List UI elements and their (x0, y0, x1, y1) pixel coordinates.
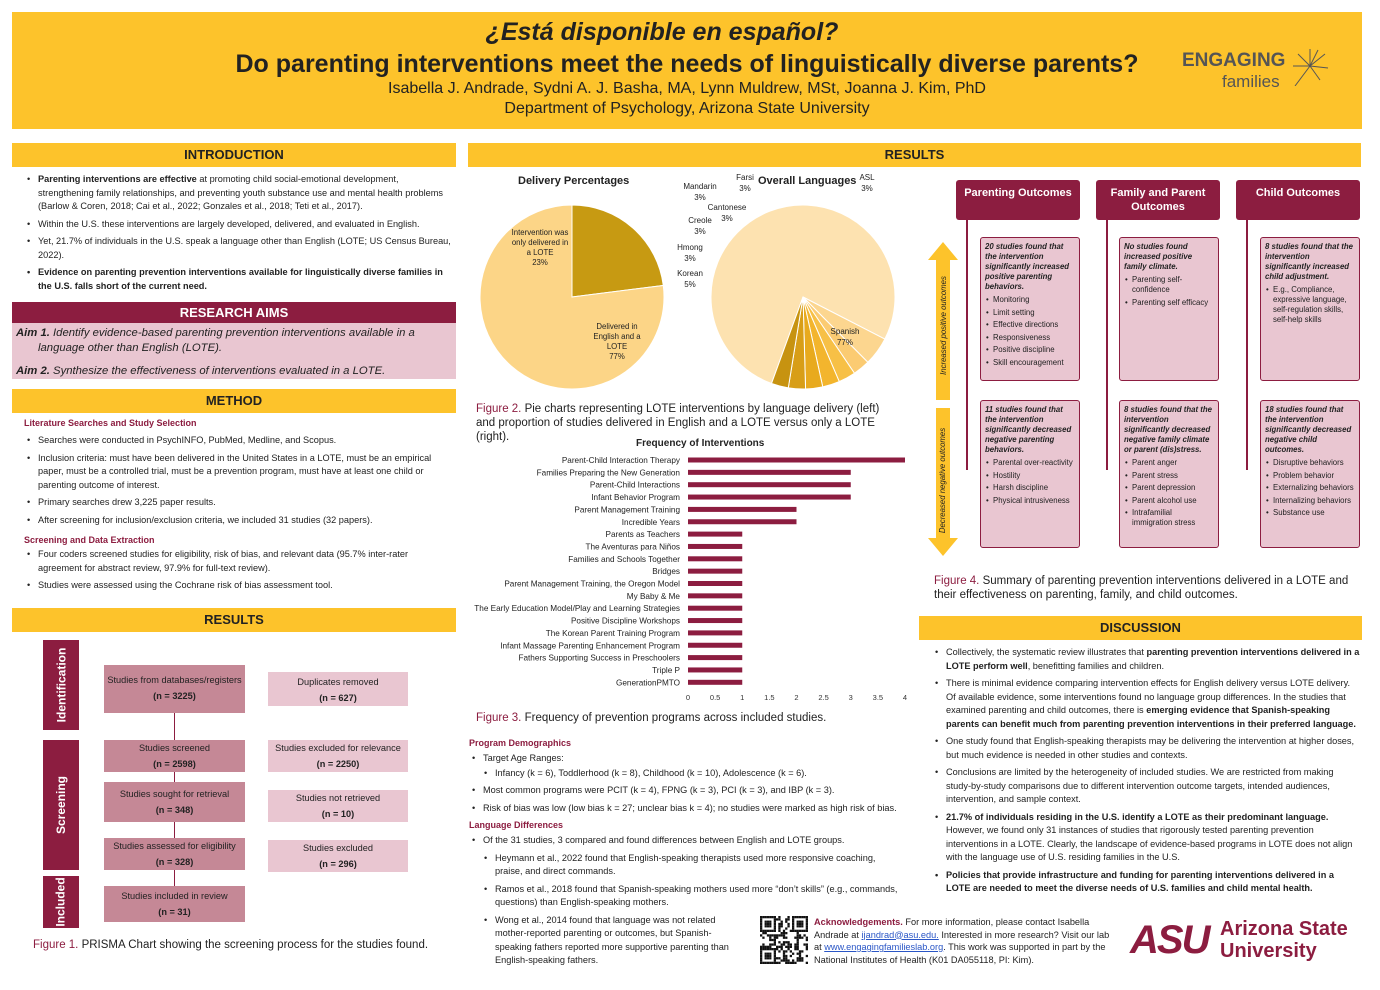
poster-header (12, 12, 1362, 129)
bar-label: GenerationPMTO (615, 678, 680, 688)
bar (688, 630, 742, 635)
method-list-2 (24, 548, 452, 597)
results-heading: RESULTS (468, 143, 1361, 167)
connector-line (1246, 220, 1248, 470)
pie2-title: Overall Languages (758, 175, 857, 187)
figure-1-caption: Figure 1. PRISMA Chart showing the screening process for the studies found. (33, 939, 429, 951)
bar-label: Infant Behavior Program (591, 493, 680, 503)
figure-4-caption: Figure 4. Summary of parenting prevention interventions delivered in a LOTE and their effectiveness on parenting, family, and child outcomes. (934, 575, 1349, 601)
x-tick-label: 1 (740, 693, 745, 702)
qr-code-icon[interactable] (760, 916, 808, 964)
prisma-included-label: Included (43, 876, 79, 928)
bar-label: Infant Massage Parenting Enhancement Program (500, 641, 680, 651)
bar (688, 606, 742, 611)
bar-label: My Baby & Me (626, 591, 680, 601)
method-bullet: • Studies were assessed using the Cochrane risk of bias assessment tool. (24, 579, 452, 593)
aim-2: Aim 2. Synthesize the effectiveness of interventions evaluated in a LOTE. (16, 365, 386, 377)
parenting-outcomes-header: Parenting Outcomes (956, 180, 1080, 220)
demographics-heading: Program Demographics (469, 738, 572, 748)
lang-bullet: • Of the 31 studies, 3 compared and found differences between English and LOTE groups. (469, 834, 909, 848)
bar-chart-frequency (460, 452, 920, 707)
pie2-label-asl: ASL 3% (859, 173, 875, 193)
pie-slice-lote-only (572, 205, 663, 297)
bar (688, 544, 742, 549)
pie2-label-cantonese: Cantonese 3% (707, 203, 747, 223)
discussion-bullet: • 21.7% of individuals residing in the U.S. identify a LOTE as their predominant language. However, we found only 31 instances of studies that rigorously tested parenting prevention interventions in a LOTE. Clearly, the landscape of evidence-based programs in LOTE does not align with the language use of U.S. residing families in the U.S. (932, 811, 1360, 865)
increased-label: Increased positive outcomes (938, 275, 948, 375)
pie2-label-korean: Korean 5% (677, 269, 703, 289)
x-tick-label: 3 (848, 693, 853, 702)
bar (688, 495, 851, 500)
intro-heading: INTRODUCTION (12, 143, 456, 167)
parenting-negative-box: 11 studies found that the intervention significantly decreased negative parenting behaviors. • Parental over-reactivity • Hostility • Harsh discipline • Physical intrusiveness (980, 400, 1080, 548)
lab-website-link[interactable]: www.engagingfamilieslab.org (824, 942, 944, 952)
prisma-box: Studies included in review (n = 31) (104, 886, 245, 922)
pie2-label-hmong: Hmong 3% (677, 243, 703, 263)
bar-label: Parent-Child Interaction Therapy (561, 456, 680, 465)
aims-heading: RESEARCH AIMS (12, 302, 456, 324)
demo-bullet: • Most common programs were PCIT (k = 4), FPNG (k = 3), PCI (k = 3), and IBP (k = 3). (469, 784, 909, 798)
discussion-bullet: • One study found that English-speaking therapists may be delivering the intervention at higher doses, but much evidence is needed in other studies and contexts. (932, 735, 1360, 762)
language-diff-heading: Language Differences (469, 820, 564, 830)
pie2-label-mandarin: Mandarin 3% (683, 182, 717, 202)
prisma-box: Duplicates removed (n = 627) (268, 672, 408, 706)
bar (688, 680, 742, 685)
prisma-box: Studies excluded (n = 296) (268, 840, 408, 872)
prisma-arrow (174, 772, 175, 782)
pie2-label-creole: Creole 3% (688, 216, 712, 236)
discussion-bullet: • Conclusions are limited by the heterogeneity of included studies. We are restricted from making study-by-study comparisons due to different intervention outcome targets, intended audiences, intervention, and sample context. (932, 766, 1360, 807)
family-positive-box: No studies found increased positive family climate. • Parenting self-confidence • Parenting self efficacy (1119, 237, 1219, 381)
intro-bullet: • Parenting interventions are effective at promoting child social-emotional development, strengthening family relationships, and preventing youth substance use and mental health problems (Barlow & Coren, 2018; Cai et al., 2022; Gonzales et al., 2018; Teti et al., 2017). (24, 173, 452, 214)
bar (688, 655, 742, 660)
pie2-label-farsi: Farsi 3% (736, 173, 754, 193)
bar (688, 507, 797, 512)
bar (688, 643, 742, 648)
demo-bullet: • Risk of bias was low (low bias k = 27; unclear bias k = 4); no studies were marked as high risk of bias. (469, 802, 909, 816)
demo-subbullet: • Infancy (k = 6), Toddlerhood (k = 8), Childhood (k = 10), Adolescence (k = 6). (481, 767, 909, 781)
department: Department of Psychology, Arizona State University (504, 100, 870, 117)
pie1-label-english-lote: Delivered in English and a LOTE 77% (593, 322, 641, 361)
bar (688, 581, 742, 586)
x-tick-label: 0 (685, 693, 691, 702)
x-tick-label: 0.5 (709, 693, 721, 702)
discussion-bullet: • Policies that provide infrastructure and funding for parenting interventions delivered in a LOTE are needed to meet the diverse needs of U.S. families and child mental health. (932, 869, 1360, 896)
prisma-arrow (174, 822, 175, 838)
child-outcomes-header: Child Outcomes (1236, 180, 1360, 220)
prisma-box: Studies assessed for eligibility (n = 328) (104, 838, 245, 870)
method-bullet: • Primary searches drew 3,225 paper results. (24, 496, 452, 510)
family-outcomes-header: Family and Parent Outcomes (1096, 180, 1220, 220)
lang-subbullet: • Wong et al., 2014 found that language was not related mother-reported parenting or outcomes, but Spanish-speaking fathers reported more supportive parenting than English-speaking fathers. (481, 914, 741, 968)
child-positive-box: 8 studies found that the intervention significantly increased child adjustment. • E.g., Compliance, expressive language, self-regulation skills, self-help skills (1260, 237, 1360, 381)
bar-label: Parents as Teachers (605, 530, 680, 540)
bar (688, 458, 905, 463)
bar-label: Families Preparing the New Generation (536, 468, 680, 478)
engaging-families-logo: ENGAGING families (1182, 50, 1332, 100)
decreased-label: Decreased negative outcomes (938, 427, 948, 533)
results-heading-left: RESULTS (12, 608, 456, 632)
bar-label: Bridges (652, 567, 680, 577)
bar-label: Fathers Supporting Success in Preschoolers (518, 653, 680, 663)
parenting-positive-box: 20 studies found that the intervention significantly increased positive parenting behaviors. • Monitoring • Limit setting • Effective directions • Responsiveness • Positive discipline • Skill encouragement (980, 237, 1080, 381)
method-subheading: Literature Searches and Study Selection (24, 418, 197, 428)
intro-bullet: • Yet, 21.7% of individuals in the U.S. speak a language other than English (LOTE; US Census Bureau, 2022). (24, 235, 452, 262)
discussion-bullet: • There is minimal evidence comparing intervention effects for English delivery versus LOTE delivery. Of available evidence, some interventions found no language group differences. In the studies that examined parenting and child outcomes, there is emerging evidence that Spanish-speaking parents can benefit much from parenting prevention interventions in their preferred language. (932, 677, 1360, 731)
bar (688, 593, 742, 598)
prisma-box: Studies not retrieved (n = 10) (268, 790, 408, 822)
lang-subbullet: • Ramos et al., 2018 found that Spanish-speaking mothers used more “don’t skills” (e.g., commands, questions) than English-speaking mothers. (481, 883, 901, 910)
prisma-screening-label: Screening (43, 740, 79, 870)
bar (688, 470, 851, 475)
discussion-list (932, 646, 1360, 900)
prisma-arrow (174, 713, 175, 740)
email-link[interactable]: ijandrad@asu.edu. (861, 929, 939, 940)
method-list (24, 434, 452, 531)
prisma-box: Studies sought for retrieval (n = 348) (104, 782, 245, 822)
bar-label: The Early Education Model/Play and Learning Strategies (474, 604, 680, 614)
bar-label: Parent-Child Interactions (589, 480, 680, 490)
intro-list (24, 173, 452, 297)
bar (688, 569, 742, 574)
method-heading: METHOD (12, 389, 456, 413)
title-spanish: ¿Está disponible en español? (485, 18, 839, 46)
bar-label: Incredible Years (621, 517, 680, 527)
connector-line (1106, 220, 1108, 470)
bar (688, 618, 742, 623)
figure-3-caption: Figure 3. Frequency of prevention programs across included studies. (476, 712, 827, 724)
method-subheading: Screening and Data Extraction (24, 535, 155, 545)
pie2-label-spanish: Spanish 77% (830, 327, 860, 347)
x-tick-label: 2 (794, 693, 799, 702)
asu-logo: ASU Arizona State University (1130, 918, 1348, 962)
bar (688, 482, 851, 487)
intro-bullet: • Within the U.S. these interventions are largely developed, delivered, and evaluated in English. (24, 218, 452, 232)
acknowledgements: Acknowledgements. For more information, please contact Isabella Andrade at ijandrad@asu.edu. Interested in more research? Visit our lab at www.engagingfamilieslab.org. This work was supported in part by the National Institutes of Health (K01 DA055118, PI: Kim). (814, 917, 1110, 965)
x-tick-label: 3.5 (872, 693, 884, 702)
bar (688, 532, 742, 537)
figure-2-caption: Figure 2. Pie charts representing LOTE interventions by language delivery (left) and proportion of studies delivered in English and a LOTE versus only a LOTE (right). (476, 403, 880, 443)
prisma-box: Studies from databases/registers (n = 3225) (104, 665, 245, 713)
pie-chart-languages (700, 200, 910, 390)
bar (688, 556, 742, 561)
x-tick-label: 2.5 (818, 693, 829, 702)
method-bullet: • Four coders screened studies for eligibility, risk of bias, and relevant data (95.7% inter-rater agreement for abstract review, 97.9% for full-text review). (24, 548, 452, 575)
poster-title: Do parenting interventions meet the needs of linguistically diverse parents? (235, 50, 1139, 78)
bar-label: Families and Schools Together (568, 554, 680, 564)
aim-1: Aim 1. Identify evidence-based parenting prevention interventions available in a language other than English (LOTE). (16, 327, 415, 354)
discussion-bullet: • Collectively, the systematic review illustrates that parenting prevention interventions delivered in a LOTE perform well, benefitting families and children. (932, 646, 1360, 673)
authors: Isabella J. Andrade, Sydni A. J. Basha, MA, Lynn Muldrew, MSt, Joanna J. Kim, PhD (388, 80, 986, 97)
intro-bullet: • Evidence on parenting prevention interventions available for linguistically diverse families in the U.S. falls short of the current need. (24, 266, 452, 293)
bar (688, 519, 797, 524)
prisma-box: Studies excluded for relevance (n = 2250) (268, 740, 408, 772)
prisma-box: Studies screened (n = 2598) (104, 740, 245, 772)
discussion-heading: DISCUSSION (919, 616, 1362, 640)
demographics-list (469, 752, 909, 819)
bar-label: The Korean Parent Training Program (545, 628, 680, 638)
bar-label: Triple P (652, 665, 680, 675)
bar-label: Parent Management Training (574, 505, 680, 515)
dandelion-icon (1290, 46, 1330, 86)
aims-box (12, 323, 456, 379)
x-tick-label: 4 (902, 693, 908, 702)
method-bullet: • Inclusion criteria: must have been delivered in the United States in a LOTE, must be an empirical paper, must be a controlled trial, must be a prevention program, must have at least one child or parenting outcome of interest. (24, 452, 452, 493)
bar-label: The Aventuras para Niños (585, 542, 680, 552)
bar-label: Positive Discipline Workshops (570, 616, 680, 626)
method-bullet: • Searches were conducted in PsychINFO, PubMed, Medline, and Scopus. (24, 434, 452, 448)
connector-line (966, 220, 968, 470)
bar-chart-title: Frequency of Interventions (636, 438, 765, 449)
x-tick-label: 1.5 (764, 693, 775, 702)
method-bullet: • After screening for inclusion/exclusion criteria, we included 31 studies (32 papers). (24, 514, 452, 528)
family-negative-box: 8 studies found that the intervention significantly decreased negative family climate or parent (dis)stress. • Parent anger • Parent stress • Parent depression • Parent alcohol use • Intrafamilial immigration stress (1119, 400, 1219, 548)
prisma-arrow (174, 870, 175, 886)
demo-bullet: • Target Age Ranges: (469, 752, 909, 766)
bar-label: Parent Management Training, the Oregon Model (504, 579, 680, 589)
lang-subbullet: • Heymann et al., 2022 found that English-speaking therapists used more responsive coaching, praise, and direct commands. (481, 852, 901, 879)
child-negative-box: 18 studies found that the intervention significantly decreased negative child outcomes. • Disruptive behaviors • Problem behavior • Externalizing behaviors • Internalizing behaviors • Substance use (1260, 400, 1360, 548)
pie1-label-lote: Intervention was only delivered in a LOTE 23% (511, 228, 569, 267)
prisma-identification-label: Identification (43, 640, 79, 730)
bar (688, 667, 742, 672)
pie1-title: Delivery Percentages (518, 175, 630, 187)
